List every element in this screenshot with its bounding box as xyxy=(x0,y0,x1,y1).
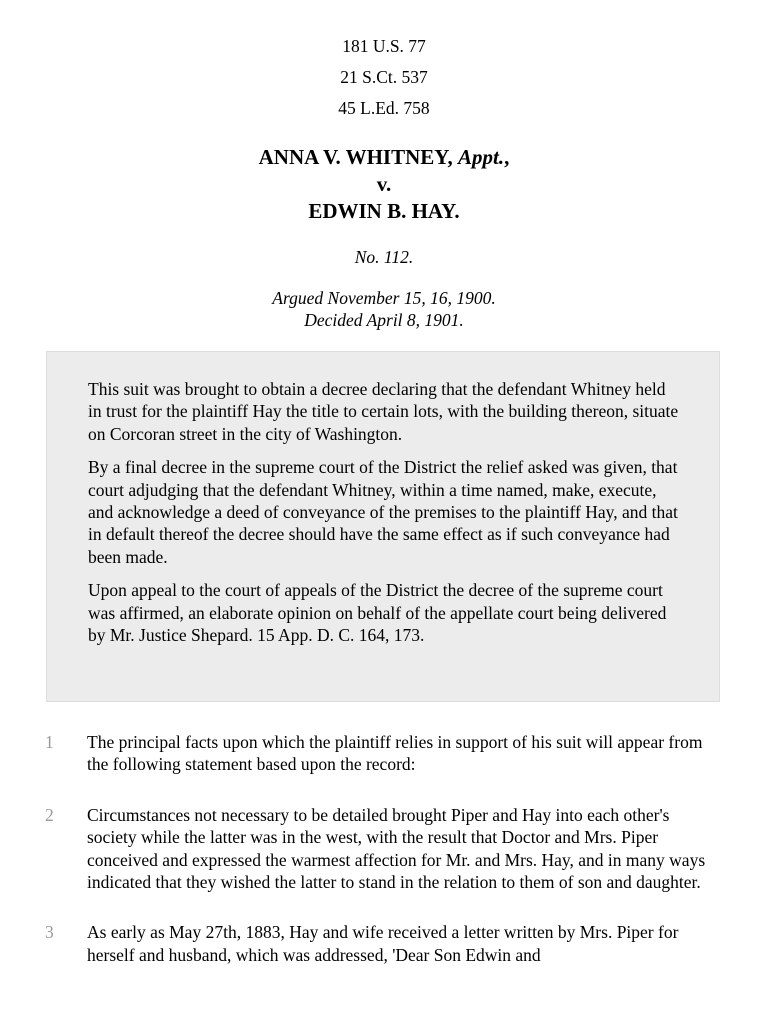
argued-date: Argued November 15, 16, 1900. xyxy=(272,288,496,308)
paragraph-number: 2 xyxy=(45,804,54,825)
versus: v. xyxy=(376,172,392,196)
paragraph-text: As early as May 27th, 1883, Hay and wife received a letter written by Mrs. Piper for herself and husband, which was addressed, 'Dear Son Edwin and xyxy=(87,922,679,965)
paragraph-text: Circumstances not necessary to be detailed brought Piper and Hay into each other's society while the latter was in the west, with the result that Doctor and Mrs. Piper conceived and expressed the warmest affection for Mr. and Mrs. Hay, and in many ways indicated that they wished the latter to stand in the relation to them of son and daughter. xyxy=(87,804,706,893)
paragraph-text: The principal facts upon which the plaintiff relies in support of his suit will appear from the following statement based upon the record: xyxy=(87,732,703,775)
appellant-role: Appt. xyxy=(458,145,505,169)
opinion-paragraph xyxy=(0,804,768,894)
paragraph-number: 3 xyxy=(45,922,54,943)
syllabus-paragraph: Upon appeal to the court of appeals of the District the decree of the supreme court was affirmed, an elaborate opinion on behalf of the appellate court being delivered by Mr. Justice Shepard. 15 App. D. C. 164, 173. xyxy=(88,580,667,646)
citations xyxy=(0,34,768,127)
case-dates xyxy=(0,287,768,331)
syllabus-box xyxy=(46,351,720,702)
appellant-line xyxy=(0,144,768,171)
citation-us-reports: 181 U.S. 77 xyxy=(342,36,426,56)
opinion-paragraph xyxy=(0,921,768,966)
appellant-name: ANNA V. WHITNEY, xyxy=(258,145,453,169)
appellant-suffix: , xyxy=(504,145,510,169)
opinion-body xyxy=(0,731,768,994)
syllabus-paragraph: By a final decree in the supreme court of the District the relief asked was given, that court adjudging that the defendant Whitney, within a time named, make, execute, and acknowledge a deed of conveyance of the premises to the plaintiff Hay, and that in default thereof the decree should have the same effect as if such conveyance had been made. xyxy=(88,457,678,567)
citation-lawyers-edition: 45 L.Ed. 758 xyxy=(338,98,430,118)
docket-number: No. 112. xyxy=(354,247,414,267)
appellee-name: EDWIN B. HAY. xyxy=(308,199,460,223)
opinion-paragraph xyxy=(0,731,768,776)
syllabus-paragraph: This suit was brought to obtain a decree declaring that the defendant Whitney held in trust for the plaintiff Hay the title to certain lots, with the building thereon, situate on Corcoran street in the city of Washington. xyxy=(88,379,679,444)
paragraph-number: 1 xyxy=(45,732,54,752)
decided-date: Decided April 8, 1901. xyxy=(304,310,464,330)
citation-supreme-court-reporter: 21 S.Ct. 537 xyxy=(340,67,428,87)
case-title xyxy=(0,144,768,225)
